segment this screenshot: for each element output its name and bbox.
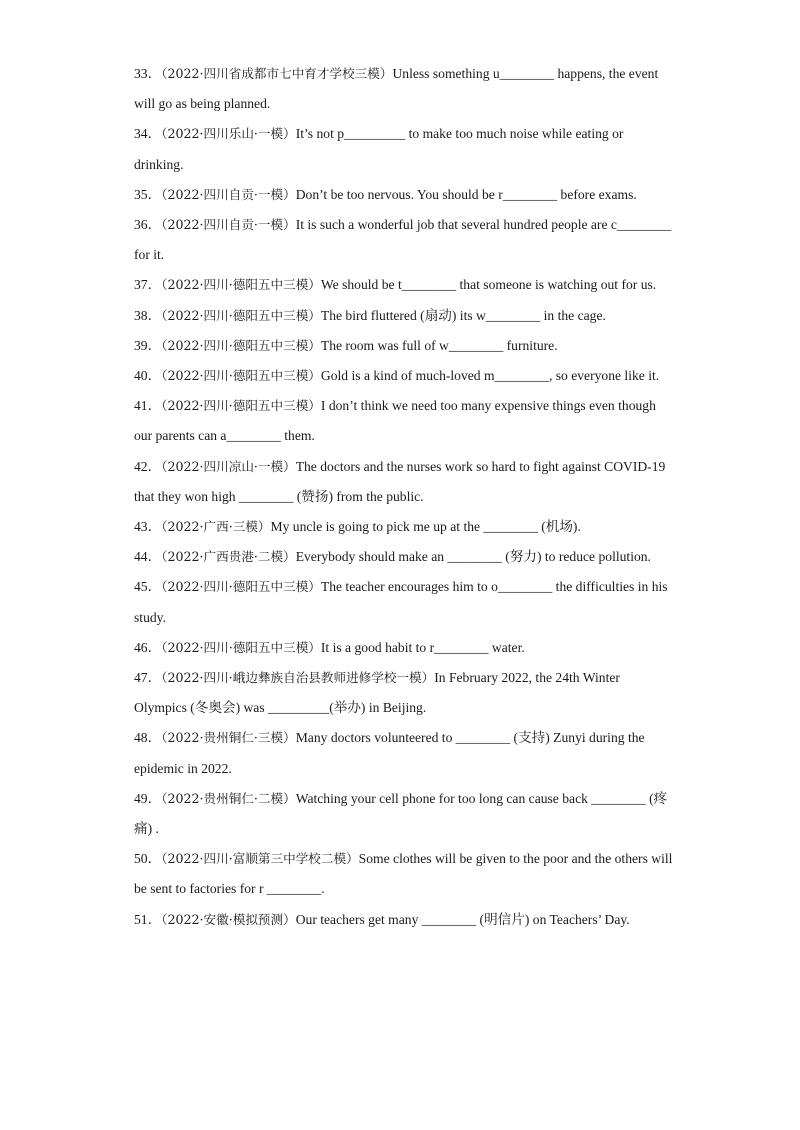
question-text: It is such a wonderful job that several hundred people are c________ for it. xyxy=(134,217,672,263)
question-source: （2022·四川·德阳五中三模） xyxy=(161,307,321,323)
question-source: （2022·四川凉山·一模） xyxy=(161,458,296,474)
question-text: Some clothes will be given to the poor and the others will be sent to factories for r ________. xyxy=(134,851,673,897)
question-item xyxy=(134,180,674,210)
question-text: It is a good habit to r________ water. xyxy=(320,639,525,655)
question-number: 51． xyxy=(134,911,162,927)
question-text: I don’t think we need too many expensive things even though our parents can a________ them. xyxy=(134,398,656,444)
question-item xyxy=(134,210,674,270)
question-text: Watching your cell phone for too long can cause back ________ (疼痛) . xyxy=(134,790,668,837)
question-number: 33． xyxy=(134,66,162,81)
question-source: （2022·四川·峨边彝族自治县教师进修学校一模） xyxy=(161,670,435,686)
question-item xyxy=(134,905,674,935)
question-number: 35． xyxy=(134,186,162,202)
question-text: In February 2022, the 24th Winter Olympics (冬奥会) was _________(举办) in Beijing. xyxy=(134,670,620,716)
question-source: （2022·四川乐山·一模） xyxy=(161,126,296,142)
question-number: 34． xyxy=(134,126,162,142)
question-text: Don’t be too nervous. You should be r________ before exams. xyxy=(295,186,637,202)
question-item xyxy=(134,542,674,572)
question-list xyxy=(134,59,674,935)
question-number: 44． xyxy=(134,549,162,565)
question-text: We should be t________ that someone is watching out for us. xyxy=(320,277,657,293)
question-source: （2022·四川·德阳五中三模） xyxy=(161,368,321,384)
question-number: 49． xyxy=(134,790,162,806)
question-number: 42． xyxy=(134,458,162,474)
question-item xyxy=(134,59,674,119)
question-item xyxy=(134,572,674,632)
question-number: 43． xyxy=(134,519,162,535)
question-source: （2022·四川·德阳五中三模） xyxy=(161,639,321,655)
question-source: （2022·四川·德阳五中三模） xyxy=(161,398,321,414)
question-text: Gold is a kind of much-loved m________, so everyone like it. xyxy=(320,368,660,384)
question-text: My uncle is going to pick me up at the ________ (机场). xyxy=(270,519,581,535)
question-item xyxy=(134,119,674,179)
question-source: （2022·贵州铜仁·三模） xyxy=(161,730,296,746)
question-text: The doctors and the nurses work so hard to fight against COVID-19 that they won high ________ (赞扬) from the public. xyxy=(134,458,666,504)
question-source: （2022·四川·富顺第三中学校二模） xyxy=(161,851,359,867)
question-number: 40． xyxy=(134,368,162,384)
question-item xyxy=(134,391,674,451)
question-number: 48． xyxy=(134,730,162,746)
question-item xyxy=(134,633,674,663)
question-number: 45． xyxy=(134,579,162,595)
question-source: （2022·四川·德阳五中三模） xyxy=(161,579,321,595)
question-text: The teacher encourages him to o________ the difficulties in his study. xyxy=(134,579,668,625)
question-item xyxy=(134,361,674,391)
question-source: （2022·贵州铜仁·二模） xyxy=(161,790,296,806)
question-number: 41． xyxy=(134,398,162,414)
question-source: （2022·四川·德阳五中三模） xyxy=(161,337,321,353)
question-text: Many doctors volunteered to ________ (支持) Zunyi during the epidemic in 2022. xyxy=(134,730,645,776)
question-item xyxy=(134,723,674,783)
question-item xyxy=(134,301,674,331)
question-text: Unless something u________ happens, the event will go as being planned. xyxy=(134,66,659,112)
question-source: （2022·四川自贡·一模） xyxy=(161,217,296,233)
question-text: The room was full of w________ furniture. xyxy=(320,337,558,353)
question-number: 46． xyxy=(134,639,162,655)
question-item xyxy=(134,270,674,300)
question-number: 36． xyxy=(134,217,162,233)
question-item xyxy=(134,512,674,542)
question-source: （2022·安徽·模拟预测） xyxy=(161,911,296,927)
question-number: 37． xyxy=(134,277,162,293)
question-text: It’s not p_________ to make too much noise while eating or drinking. xyxy=(134,126,624,172)
question-item xyxy=(134,844,674,904)
question-item xyxy=(134,452,674,512)
question-text: Our teachers get many ________ (明信片) on Teachers’ Day. xyxy=(295,911,630,927)
question-item xyxy=(134,784,674,844)
question-text: Everybody should make an ________ (努力) to reduce pollution. xyxy=(295,549,651,565)
question-item xyxy=(134,331,674,361)
question-number: 47． xyxy=(134,670,162,686)
question-number: 38． xyxy=(134,307,162,323)
question-source: （2022·四川省成都市七中育才学校三模） xyxy=(161,66,393,81)
question-number: 39． xyxy=(134,337,162,353)
question-source: （2022·广西贵港·二模） xyxy=(161,549,296,565)
question-text: The bird fluttered (扇动) its w________ in the cage. xyxy=(320,307,606,323)
question-number: 50． xyxy=(134,851,162,867)
question-source: （2022·四川自贡·一模） xyxy=(161,186,296,202)
question-source: （2022·四川·德阳五中三模） xyxy=(161,277,321,293)
question-item xyxy=(134,663,674,723)
question-source: （2022·广西·三模） xyxy=(161,519,271,535)
